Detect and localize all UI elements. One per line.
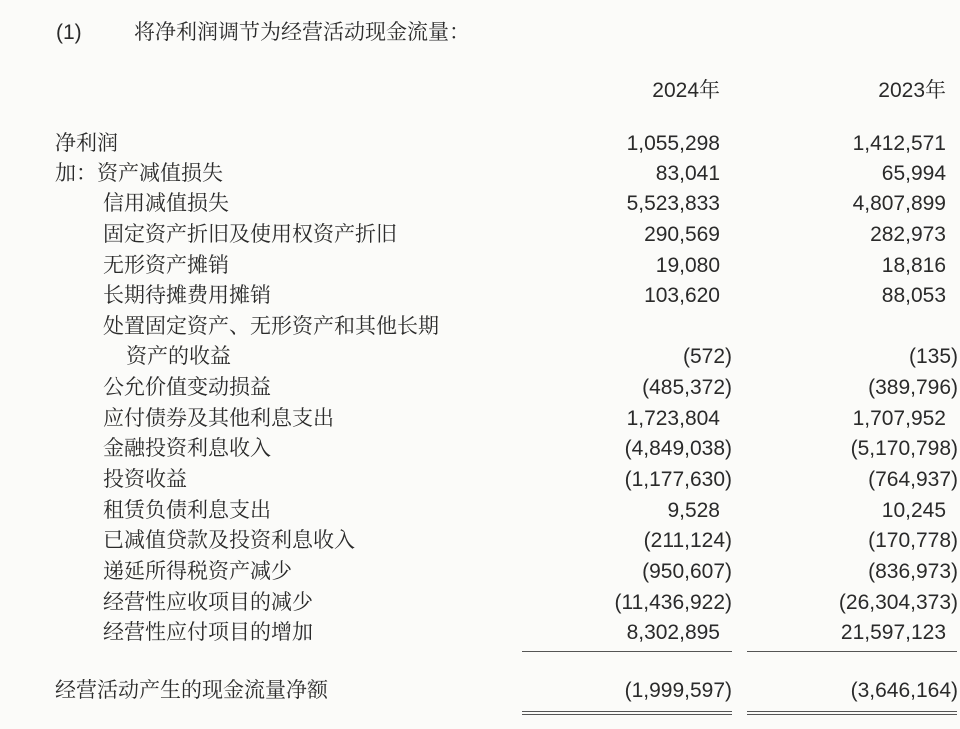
table-row bbox=[0, 159, 960, 189]
section-number: (1) bbox=[56, 21, 82, 44]
table-row bbox=[0, 588, 960, 618]
value-2024: 83,041 bbox=[655, 162, 720, 185]
row-label: 加：资产减值损失 bbox=[55, 162, 223, 185]
value-2023: 4,807,899 bbox=[852, 192, 946, 215]
subtotal-rule-2024 bbox=[522, 651, 732, 652]
row-label: 递延所得税资产减少 bbox=[103, 560, 292, 583]
value-2024: (572) bbox=[682, 345, 732, 368]
row-label: 无形资产摊销 bbox=[103, 254, 229, 277]
value-2024: (211,124) bbox=[643, 529, 732, 552]
table-row bbox=[0, 618, 960, 648]
table-row bbox=[0, 373, 960, 403]
total-double-rule-2024-bottom bbox=[522, 714, 732, 715]
table-row bbox=[0, 189, 960, 219]
value-2024: 9,528 bbox=[667, 499, 720, 522]
value-2024: (950,607) bbox=[642, 560, 732, 583]
value-2024: (1,177,630) bbox=[624, 468, 732, 491]
value-2023: 10,245 bbox=[881, 499, 946, 522]
row-label: 应付债券及其他利息支出 bbox=[103, 407, 334, 430]
value-2024: (11,436,922) bbox=[614, 591, 732, 614]
value-2023: 1,412,571 bbox=[852, 132, 946, 155]
row-label-continued: 资产的收益 bbox=[126, 345, 231, 368]
value-2024: 8,302,895 bbox=[626, 621, 720, 644]
table-row bbox=[0, 465, 960, 495]
column-header-2023: 2023年 bbox=[878, 79, 946, 102]
value-2023: 1,707,952 bbox=[852, 407, 946, 430]
subtotal-rule-2023 bbox=[747, 651, 957, 652]
table-row bbox=[0, 557, 960, 587]
table-row bbox=[0, 434, 960, 464]
table-row bbox=[0, 342, 960, 372]
value-2024: 290,569 bbox=[644, 223, 720, 246]
table-row bbox=[0, 496, 960, 526]
value-2024: 103,620 bbox=[644, 284, 720, 307]
table-row bbox=[0, 404, 960, 434]
total-value-2023: (3,646,164) bbox=[850, 679, 958, 702]
row-label: 信用减值损失 bbox=[103, 192, 229, 215]
table-row bbox=[0, 526, 960, 556]
total-value-2024: (1,999,597) bbox=[624, 679, 732, 702]
table-row bbox=[0, 251, 960, 281]
value-2023: (135) bbox=[908, 345, 958, 368]
table-row bbox=[0, 312, 960, 342]
total-label: 经营活动产生的现金流量净额 bbox=[55, 679, 328, 702]
value-2024: 1,055,298 bbox=[626, 132, 720, 155]
value-2024: 5,523,833 bbox=[626, 192, 720, 215]
total-double-rule-2024-top bbox=[522, 711, 732, 712]
value-2023: (170,778) bbox=[868, 529, 958, 552]
value-2024: (485,372) bbox=[642, 376, 732, 399]
value-2023: 21,597,123 bbox=[840, 621, 946, 644]
column-header-2024: 2024年 bbox=[652, 79, 720, 102]
value-2024: 1,723,804 bbox=[626, 407, 720, 430]
table-row bbox=[0, 281, 960, 311]
row-label: 租赁负债利息支出 bbox=[103, 499, 271, 522]
value-2023: 65,994 bbox=[881, 162, 946, 185]
value-2023: 282,973 bbox=[870, 223, 946, 246]
row-label: 经营性应收项目的减少 bbox=[103, 591, 313, 614]
row-label: 处置固定资产、无形资产和其他长期 bbox=[103, 315, 439, 338]
row-label: 公允价值变动损益 bbox=[103, 376, 271, 399]
row-label: 投资收益 bbox=[103, 468, 187, 491]
value-2023: 18,816 bbox=[881, 254, 946, 277]
value-2023: (26,304,373) bbox=[838, 591, 958, 614]
value-2023: (836,973) bbox=[868, 560, 958, 583]
value-2023: (389,796) bbox=[868, 376, 958, 399]
total-double-rule-2023-bottom bbox=[747, 714, 957, 715]
row-label: 固定资产折旧及使用权资产折旧 bbox=[103, 223, 397, 246]
row-label: 已减值贷款及投资利息收入 bbox=[103, 529, 355, 552]
total-double-rule-2023-top bbox=[747, 711, 957, 712]
value-2023: (5,170,798) bbox=[850, 437, 958, 460]
value-2024: (4,849,038) bbox=[624, 437, 732, 460]
section-heading bbox=[56, 16, 470, 46]
value-2023: (764,937) bbox=[868, 468, 958, 491]
row-label: 长期待摊费用摊销 bbox=[103, 284, 271, 307]
total-row bbox=[0, 676, 960, 706]
section-title: 将净利润调节为经营活动现金流量： bbox=[134, 21, 470, 44]
value-2024: 19,080 bbox=[655, 254, 720, 277]
row-label: 金融投资利息收入 bbox=[103, 437, 271, 460]
value-2023: 88,053 bbox=[881, 284, 946, 307]
row-label: 经营性应付项目的增加 bbox=[103, 621, 313, 644]
table-row bbox=[0, 220, 960, 250]
table-row bbox=[0, 129, 960, 159]
row-label: 净利润 bbox=[55, 132, 118, 155]
